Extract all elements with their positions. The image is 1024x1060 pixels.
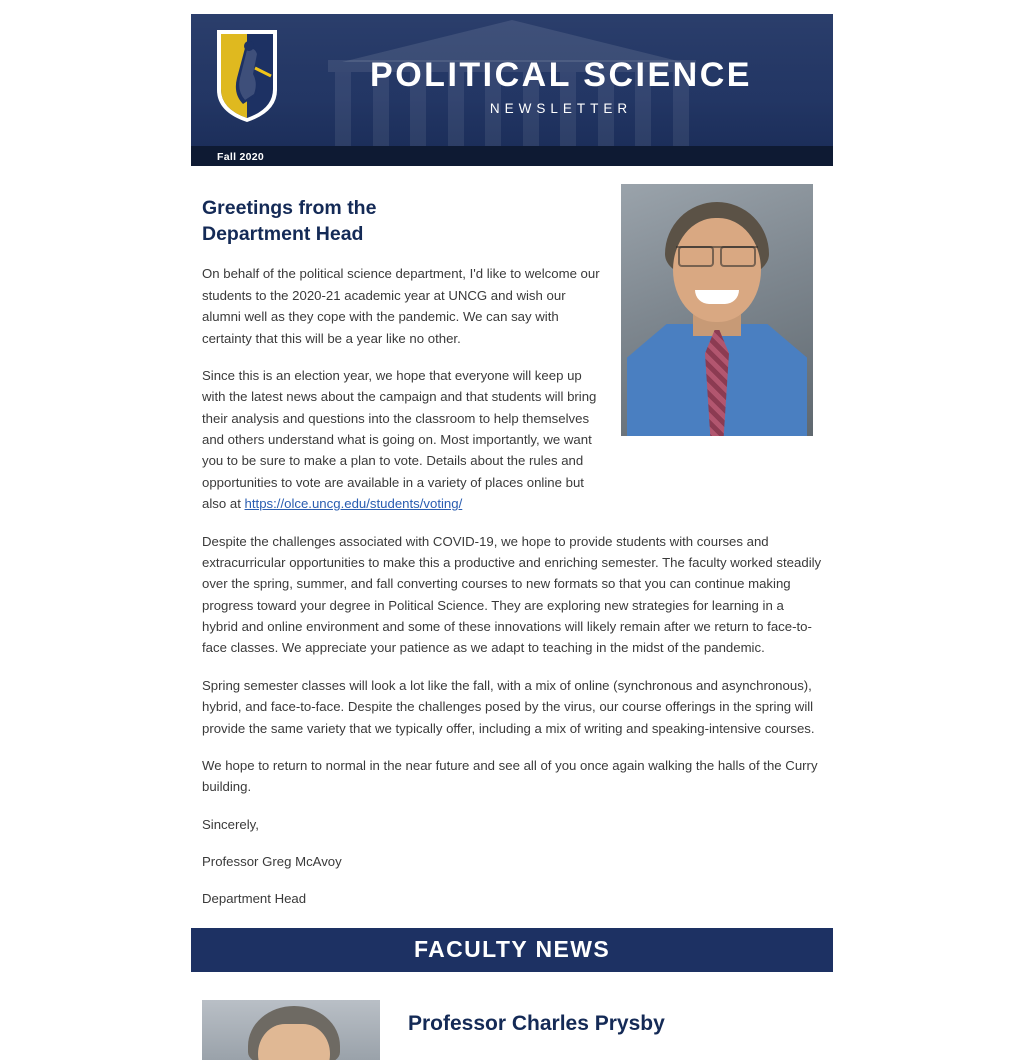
greeting-paragraph-1: On behalf of the political science department, I'd like to welcome our students to the 2020-21 academic year at UNCG and wish our alumni well as they cope with the pandemic. We can say with certainty that this will be a year like no other.: [202, 266, 600, 346]
greeting-paragraph-2: [202, 365, 610, 515]
signature-closing: Sincerely,: [202, 816, 259, 832]
greeting-paragraph-5: We hope to return to normal in the near future and see all of you once again walking the halls of the Curry building.: [202, 757, 818, 795]
newsletter-page: [0, 14, 1024, 1060]
masthead-title-block: [311, 58, 811, 116]
greeting-paragraph-4: Spring semester classes will look a lot like the fall, with a mix of online (synchronous and asynchronous), hybrid, and face-to-face. Despite the challenges posed by the virus, our course offerings in the spring will provide the same variety that we typically offer, including a mix of writing and speaking-intensive courses.: [202, 677, 815, 736]
voting-link[interactable]: https://olce.uncg.edu/students/voting/: [244, 496, 463, 512]
page-title: [202, 196, 582, 247]
greeting-paragraph-2-text: Since this is an election year, we hope that everyone will keep up with the latest news about the campaign and that students will bring their analysis and questions into the classroom to help themselves and others understand what is going on. Most importantly, we want you to be sure to make a plan to vote. Details about the rules and opportunities to vote are available in a variety of places online but also at: [202, 367, 597, 512]
masthead: [191, 14, 833, 166]
uncg-shield-crest-icon: [215, 28, 279, 124]
issue-bar: [191, 146, 833, 166]
page-title-line-1: Greetings from the: [202, 197, 377, 219]
masthead-subtitle: NEWSLETTER: [489, 101, 633, 116]
faculty-member-name: Professor Charles Prysby: [408, 1011, 665, 1035]
signature-title: Department Head: [202, 891, 307, 907]
signature-name: Professor Greg McAvoy: [202, 854, 342, 870]
professor-charles-prysby-portrait: [202, 1000, 380, 1060]
greeting-paragraph-3: Despite the challenges associated with COVID-19, we hope to provide students with courses and extracurricular opportunities to make this a productive and enriching semester. The faculty worked steadily over the spring, summer, and fall converting courses to new formats so that you can continue making progress toward your degree in Political Science. They are exploring new strategies for learning in a hybrid and online environment and some of these innovations will likely remain after we return to face-to-face classes. We appreciate your patience as we adapt to teaching in the midst of the pandemic.: [202, 533, 822, 656]
faculty-news-banner: [191, 928, 833, 972]
faculty-news-item: [191, 972, 833, 1060]
main-content: [191, 166, 833, 910]
department-head-portrait: [621, 184, 813, 436]
newsletter-body: [191, 14, 833, 1060]
issue-label: Fall 2020: [217, 151, 265, 163]
page-title-line-2: Department Head: [202, 222, 364, 245]
faculty-news-banner-title: FACULTY NEWS: [413, 936, 611, 963]
masthead-title: POLITICAL SCIENCE: [370, 56, 752, 94]
